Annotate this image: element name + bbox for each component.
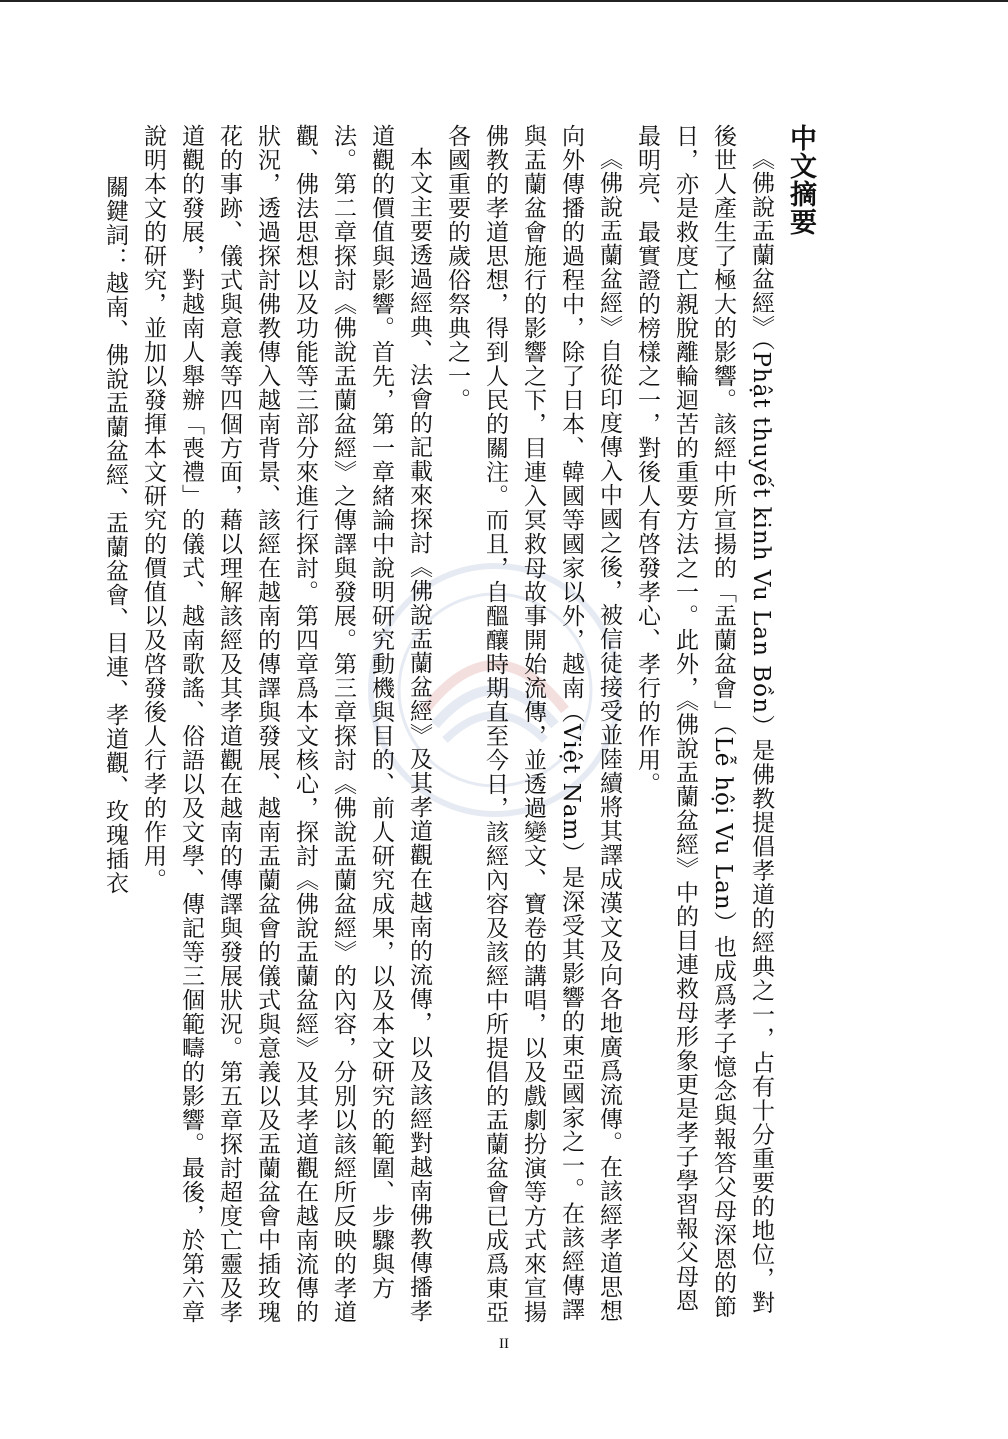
abstract-paragraph-3: 本文主要透過經典、法會的記載來探討《佛說盂蘭盆經》及其孝道觀在越南的流傳，以及該經對越南佛教傳播孝道觀的價值與影響。首先，第一章緒論中說明研究動機與目的、前人研究成果，以及本文研究的範圍、步驟與方法。第二章探討《佛說盂蘭盆經》之傳譯與發展。第三章探討《佛說盂蘭盆經》的內容，分別以該經所反映的孝道觀、佛法思想以及功能等三部分來進行探討。第四章爲本文核心，探討《佛說盂蘭盆經》及其孝道觀在越南流傳的狀況，透過探討佛教傳入越南背景、該經在越南的傳譯與發展、越南盂蘭盆會的儀式與意義以及盂蘭盆會中插玫瑰花的事跡、儀式與意義等四個方面，藉以理解該經及其孝道觀在越南的傳譯與發展狀況。第五章探討超度亡靈及孝道觀的發展，對越南人舉辦「喪禮」的儀式、越南歌謠、俗語以及文學、傳記等三個範疇的影響。最後，於第六章說明本文的研究，並加以發揮本文研究的價值以及啓發後人行孝的作用。	[140, 124, 432, 1324]
top-border-line	[0, 0, 1008, 2]
abstract-text-block	[96, 124, 820, 1324]
keywords-line: 關鍵詞：越南、佛說盂蘭盆經、盂蘭盆會、目連、孝道觀、玫瑰插衣	[102, 174, 128, 895]
abstract-paragraph-1: 《佛說盂蘭盆經》（Phật thuyết kinh Vu Lan Bồn）是佛教提倡孝道的經典之一，占有十分重要的地位，對後世人產生了極大的影響。該經中所宣揚的「盂蘭盆會」（Lễ hội Vu Lan）也成爲孝子憶念與報答父母深恩的節日，亦是救度亡親脫離輪迴苦的重要方法之一。此外，《佛說盂蘭盆經》中的目連救母形象更是孝子學習報父母恩最明亮、最實證的榜樣之一，對後人有啓發孝心、孝行的作用。	[634, 124, 774, 1319]
abstract-paragraph-2: 《佛說盂蘭盆經》自從印度傳入中國之後，被信徒接受並陸續將其譯成漢文及向各地廣爲流傳。在該經孝道思想向外傳播的過程中，除了日本、韓國等國家以外，越南（Việt Nam）是深受其影響的東亞國家之一。在該經傳譯與盂蘭盆會施行的影響之下，目連入冥救母故事開始流傳，並透過變文、寶卷的講唱，以及戲劇扮演等方式來宣揚佛教的孝道思想，得到人民的關注。而且，自醞釀時期直至今日，該經內容及該經中所提倡的盂蘭盆會已成爲東亞各國重要的歲俗祭典之一。	[444, 124, 622, 1324]
page-number: II	[499, 1336, 509, 1352]
page-title: 中文摘要	[785, 124, 816, 236]
